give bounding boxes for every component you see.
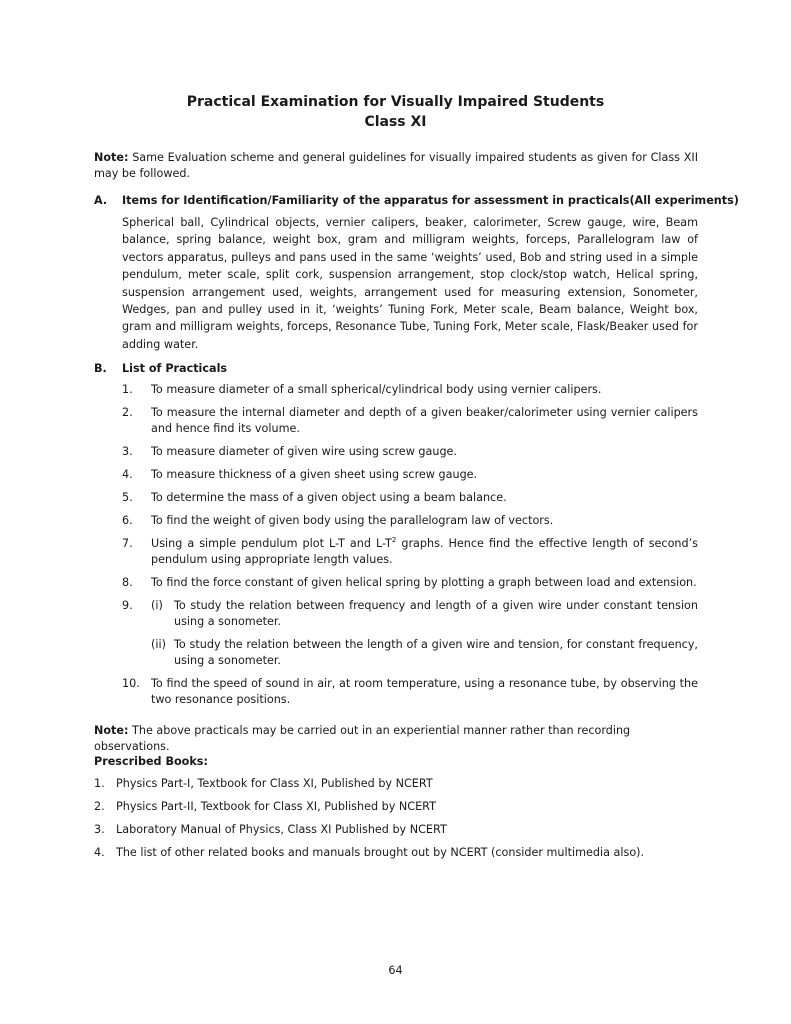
item-number: 10.: [122, 677, 140, 690]
page-title: Practical Examination for Visually Impaired Students: [186, 94, 605, 110]
sub-item-number: (i): [151, 599, 163, 612]
section-letter: B.: [94, 362, 107, 375]
item-number: 1.: [94, 777, 105, 790]
list-item: [122, 405, 698, 437]
item-number: 3.: [122, 445, 133, 458]
closing-note: [94, 723, 698, 755]
item-text: To measure thickness of a given sheet using screw gauge.: [151, 468, 478, 481]
list-item: [122, 467, 698, 483]
sub-item-text: To study the relation between frequency and length of a given wire under constant tension using a sonometer.: [174, 599, 698, 628]
item-text-end: graphs. Hence find the effective length of second’s pendulum using appropriate length values.: [151, 537, 698, 566]
list-item: [122, 490, 698, 506]
practicals-list: [122, 382, 698, 715]
item-text-start: Using a simple pendulum plot L-T and L-T: [151, 537, 392, 550]
sub-item-number: (ii): [151, 638, 166, 651]
item-text: To determine the mass of a given object using a beam balance.: [151, 491, 507, 504]
list-item: [122, 676, 698, 708]
note-text: Same Evaluation scheme and general guidelines for visually impaired students as given for Class XII may be followed.: [94, 151, 698, 180]
list-item: [122, 536, 698, 568]
item-number: 3.: [94, 823, 105, 836]
apparatus-list: Spherical ball, Cylindrical objects, vernier calipers, beaker, calorimeter, Screw gauge, wire, Beam balance, spring balance, weight box, gram and milligram weights, forceps, Parallelogram law of vectors apparatus, pulleys and pans used in the same ‘weights’ used, Bob and string used in a simple pendulum, meter scale, split cork, suspension arrangement, stop clock/stop watch, Helical spring, suspension arrangement used, weights, arrangement used for measuring extension, Sonometer, Wedges, pan and pulley used in it, ‘weights’ Tuning Fork, Meter scale, Beam balance, Weight box, gram and milligram weights, forceps, Resonance Tube, Tuning Fork, Meter scale, Flask/Beaker used for adding water.: [122, 216, 698, 351]
item-number: 2.: [122, 406, 133, 419]
list-item: [122, 513, 698, 529]
sub-items: [151, 598, 698, 676]
books-list: [94, 776, 698, 868]
section-b-heading: [94, 362, 227, 375]
note-label: Note:: [94, 151, 129, 164]
item-number: 4.: [94, 846, 105, 859]
item-text: [151, 536, 698, 568]
list-item: [94, 845, 698, 861]
list-item: [94, 799, 698, 815]
page-subtitle: Class XI: [364, 114, 427, 130]
intro-note: [94, 150, 698, 182]
sub-item: [151, 598, 698, 630]
item-text: To find the speed of sound in air, at room temperature, using a resonance tube, by observing the two resonance positions.: [151, 677, 698, 706]
item-text: Physics Part-II, Textbook for Class XI, Published by NCERT: [116, 800, 436, 813]
item-number: 5.: [122, 491, 133, 504]
item-number: 9.: [122, 599, 133, 612]
item-text: Physics Part-I, Textbook for Class XI, Published by NCERT: [116, 777, 433, 790]
section-title: Items for Identification/Familiarity of the apparatus for assessment in practicals(All experiments): [122, 194, 739, 207]
list-item: [122, 444, 698, 460]
item-text: To measure diameter of a small spherical/cylindrical body using vernier calipers.: [151, 383, 602, 396]
section-title: List of Practicals: [122, 362, 228, 375]
item-text: To find the force constant of given helical spring by plotting a graph between load and extension.: [151, 576, 697, 589]
list-item: [94, 822, 698, 838]
list-item: [122, 382, 698, 398]
item-number: 2.: [94, 800, 105, 813]
item-text: To measure the internal diameter and depth of a given beaker/calorimeter using vernier calipers and hence find its volume.: [151, 406, 698, 435]
item-text: Laboratory Manual of Physics, Class XI Published by NCERT: [116, 823, 447, 836]
list-item: [122, 575, 698, 591]
list-item: [122, 598, 698, 676]
section-letter: A.: [94, 194, 108, 207]
note-text: The above practicals may be carried out in an experiential manner rather than recording observations.: [94, 724, 631, 753]
item-text: To measure diameter of given wire using screw gauge.: [151, 445, 457, 458]
item-number: 6.: [122, 514, 133, 527]
superscript: 2: [391, 536, 397, 544]
item-text: The list of other related books and manuals brought out by NCERT (consider multimedia also).: [116, 846, 645, 859]
list-item: [94, 776, 698, 792]
page-number: 64: [388, 964, 403, 977]
item-number: 1.: [122, 383, 133, 396]
item-text: To find the weight of given body using the parallelogram law of vectors.: [151, 514, 554, 527]
note-label: Note:: [94, 724, 129, 737]
item-number: 4.: [122, 468, 133, 481]
sub-item: [151, 637, 698, 669]
item-number: 7.: [122, 537, 133, 550]
sub-item-text: To study the relation between the length of a given wire and tension, for constant frequency, using a sonometer.: [174, 638, 698, 667]
item-number: 8.: [122, 576, 133, 589]
books-heading: Prescribed Books:: [94, 755, 208, 768]
section-a-heading: [94, 194, 739, 207]
